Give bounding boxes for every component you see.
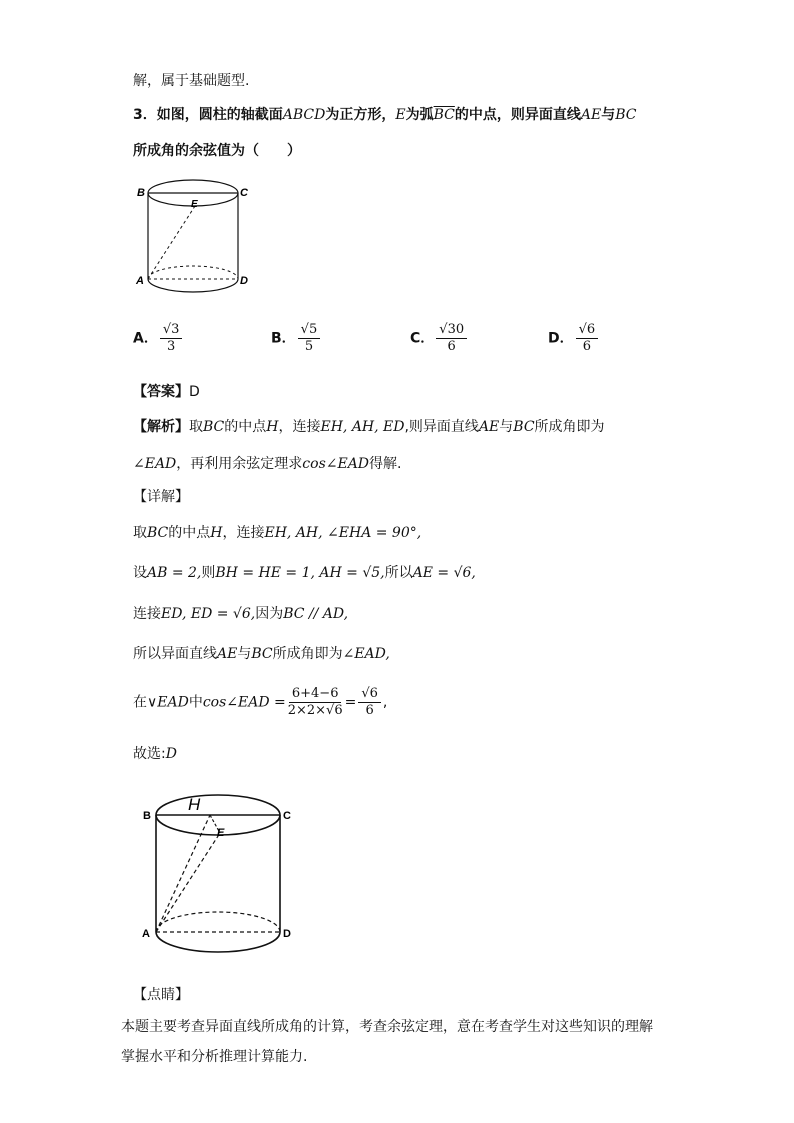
fig1-label-e: E xyxy=(191,199,198,210)
question-line-1: 3．如图，圆柱的轴截面ABCD为正方形，E为弧$\overline{BC}$的中点，则异面直线AE与BC xyxy=(133,107,637,123)
analysis-line-1: 【解析】取BC的中点H，连接EH, AH, ED,则异面直线AE与BC所成角即为 xyxy=(133,419,605,435)
cylinder-figure-1 xyxy=(133,174,253,294)
fig2-label-e: E xyxy=(217,827,225,839)
detail-step-3: 连接ED, ED = √6,因为BC // AD, xyxy=(133,606,349,622)
comment-line-2: 掌握水平和分析推理计算能力. xyxy=(121,1049,308,1065)
arc-bc: $\overline{BC}$ xyxy=(433,107,455,123)
fig1-label-c: C xyxy=(240,187,248,199)
fig2-label-b: B xyxy=(143,810,151,822)
option-d[interactable]: D． $\frac{√6}{6}$ xyxy=(548,322,600,355)
cylinder-figure-2 xyxy=(140,784,300,954)
detail-step-2: 设AB = 2,则BH = HE = 1, AH = √5,所以AE = √6, xyxy=(133,565,476,581)
answer-line xyxy=(133,381,200,401)
fig2-label-h: H xyxy=(188,795,201,814)
answer-tag: 【答案】 xyxy=(133,384,189,400)
comment-tag: 【点睛】 xyxy=(133,987,189,1003)
fig1-label-d: D xyxy=(240,275,248,287)
question-line-2: 所成角的余弦值为（ ） xyxy=(133,143,301,159)
question-number: 3 xyxy=(133,107,143,123)
detail-step-1: 取BC的中点H，连接EH, AH, ∠EHA = 90°, xyxy=(133,525,422,541)
detail-step-5: 在∨EAD中cos∠EAD = $\frac{6+4-6}{2\times 2\times√6}$ = $\frac{√6}{6}$ , xyxy=(133,686,388,718)
comment-line-1: 本题主要考查异面直线所成角的计算，考查余弦定理，意在考查学生对这些知识的理解 xyxy=(121,1019,653,1035)
fig2-label-a: A xyxy=(142,928,150,940)
fig2-label-c: C xyxy=(283,810,291,822)
answer-value: D xyxy=(189,384,200,400)
option-c[interactable]: C． $\frac{√30}{6}$ xyxy=(410,322,469,355)
analysis-tag: 【解析】 xyxy=(133,419,189,435)
previous-solution-tail: 解，属于基础题型. xyxy=(133,73,250,89)
option-b[interactable]: B． $\frac{√5}{5}$ xyxy=(271,322,322,355)
fig1-label-a: A xyxy=(136,275,144,287)
detail-step-4: 所以异面直线AE与BC所成角即为∠EAD, xyxy=(133,646,390,662)
option-a[interactable]: A． $\frac{√3}{3}$ xyxy=(133,322,184,355)
detail-tag: 【详解】 xyxy=(133,489,189,505)
detail-step-6: 故选:D xyxy=(133,746,177,762)
fig1-label-b: B xyxy=(137,187,145,199)
analysis-line-2: ∠EAD，再利用余弦定理求cos∠EAD得解. xyxy=(133,456,402,472)
fig2-label-d: D xyxy=(283,928,291,940)
